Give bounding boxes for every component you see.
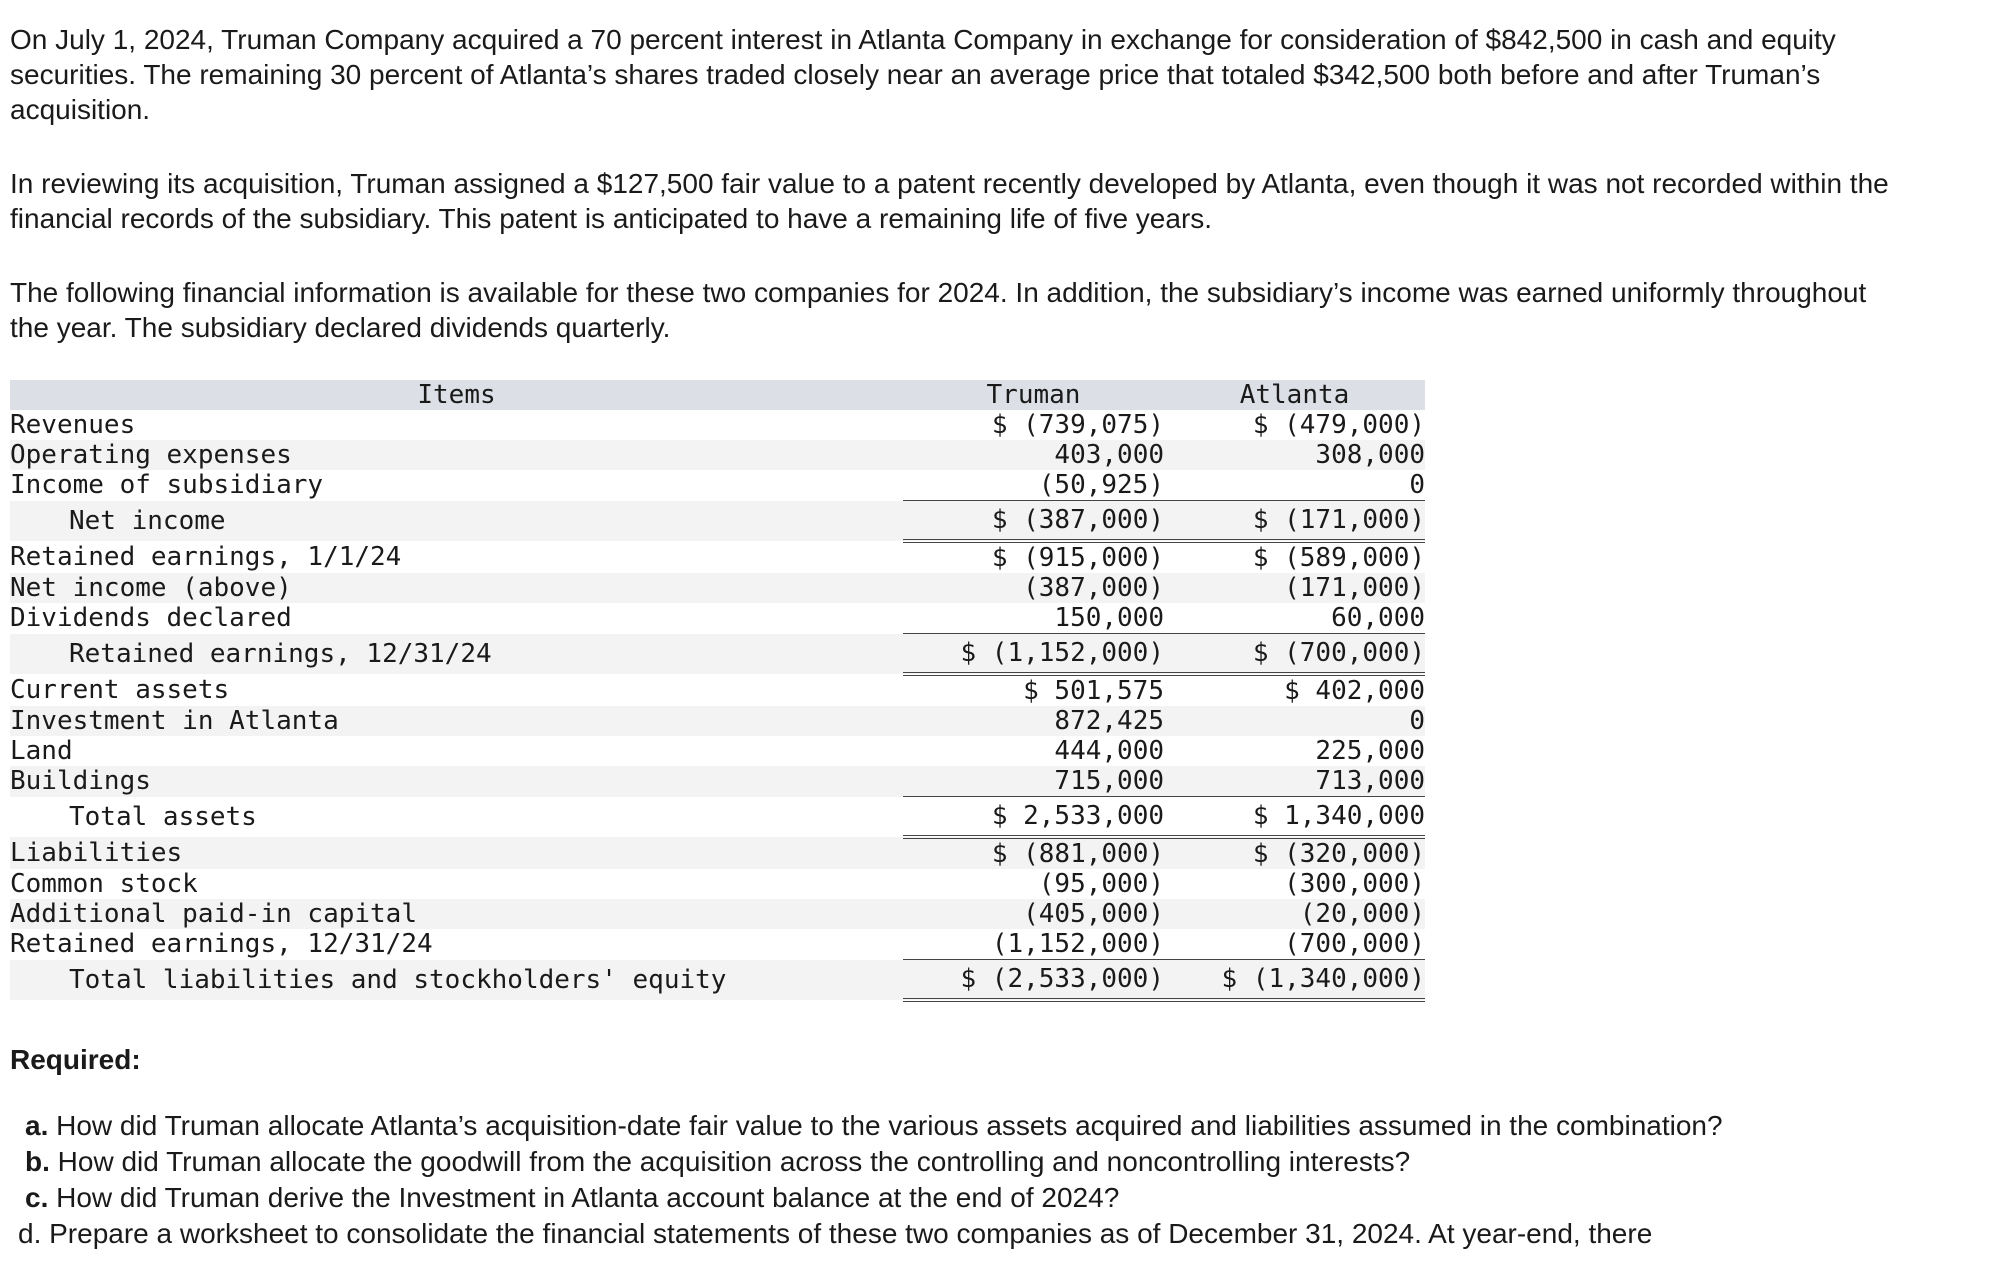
atlanta-value: $ (479,000) [1252,410,1425,440]
item-letter: b. [25,1146,50,1177]
truman-value: $ (915,000) [991,543,1164,573]
table-row [10,603,1425,634]
atlanta-value: 308,000 [1164,440,1425,470]
atlanta-value: (171,000) [1164,573,1425,603]
required-item-b [18,1144,1910,1180]
table-row [10,899,1425,929]
table-header-row [10,380,1425,410]
row-label: Net income (above) [10,573,903,603]
truman-value: $ (739,075) [991,410,1164,440]
row-label: Common stock [10,869,198,899]
atlanta-value: $ (1,340,000) [1164,960,1425,1001]
financial-table [10,380,1425,1002]
required-list [10,1108,1910,1216]
atlanta-value: (700,000) [1284,929,1425,959]
row-label: Total assets [69,801,257,832]
truman-value: 444,000 [1054,736,1164,766]
row-label: Additional paid-in capital [10,899,903,929]
truman-value: $ (2,533,000) [903,960,1164,1001]
item-letter: a. [25,1110,49,1141]
intro-paragraph: On July 1, 2024, Truman Company acquired a 70 percent interest in Atlanta Company in exchange for consideration of $842,500 in cash and equity securities. The remaining 30 percent of Atlanta’s shares traded closely near an average price that totaled $342,500 both before and after Truman’s acquisition. [10,24,1836,125]
table-row [10,440,1425,470]
atlanta-value: $ 402,000 [1284,676,1425,706]
patent-paragraph: In reviewing its acquisition, Truman assigned a $127,500 fair value to a patent recently developed by Atlanta, even though it was not recorded within the financial records of the subsidiary. This patent is anticipated to have a remaining life of five years. [10,168,1889,234]
row-label: Liabilities [10,837,903,869]
row-label: Dividends declared [10,603,292,634]
row-label: Current assets [10,675,230,705]
table-row [10,541,1425,573]
table-row-total [10,634,1425,675]
table-row-total [10,797,1425,838]
atlanta-value: 225,000 [1315,736,1425,766]
row-label: Operating expenses [10,440,903,470]
table-row-total [10,960,1425,1001]
atlanta-value: $ (320,000) [1164,837,1425,869]
truman-value: (1,152,000) [991,929,1164,959]
row-label: Land [10,736,73,766]
required-item-d-cutoff: d. Prepare a worksheet to consolidate the financial statements of these two companies as of December 31, 2024. At year-end, there [18,1218,1653,1249]
truman-value: 872,425 [903,706,1164,736]
item-text: How did Truman allocate the goodwill from the acquisition across the controlling and noncontrolling interests? [57,1146,1411,1177]
required-heading: Required: [10,1044,141,1075]
truman-value: $ (881,000) [903,837,1164,869]
table-row [10,837,1425,869]
header-items: Items [10,380,903,410]
row-label: Retained earnings, 12/31/24 [10,634,903,675]
truman-value: 715,000 [903,766,1164,797]
atlanta-value: 60,000 [1331,603,1425,633]
row-label: Retained earnings, 1/1/24 [10,542,402,572]
table-row [10,410,1425,440]
required-item-c [18,1180,1910,1216]
truman-value: 403,000 [903,440,1164,470]
truman-value: (405,000) [903,899,1164,929]
atlanta-value: (20,000) [1164,899,1425,929]
table-row [10,470,1425,501]
financial-info-paragraph: The following financial information is available for these two companies for 2024. In addition, the subsidiary’s income was earned uniformly throughout the year. The subsidiary declared dividends quarterly. [10,277,1867,343]
truman-value: $ 2,533,000 [903,797,1164,838]
item-text: How did Truman derive the Investment in Atlanta account balance at the end of 2024? [56,1182,1120,1213]
required-item-a [18,1108,1910,1144]
truman-value: (95,000) [1038,869,1164,899]
atlanta-value: $ (700,000) [1164,634,1425,675]
header-truman: Truman [903,380,1164,410]
atlanta-value: 713,000 [1164,766,1425,797]
table-row [10,573,1425,603]
truman-value: $ 501,575 [1023,676,1164,706]
atlanta-value: $ 1,340,000 [1164,797,1425,838]
table-row [10,674,1425,706]
truman-value: 150,000 [1054,603,1164,633]
table-row [10,736,1425,766]
table-row [10,869,1425,899]
atlanta-value: 0 [1164,706,1425,736]
truman-value: (50,925) [1038,470,1164,500]
atlanta-value: $ (589,000) [1252,543,1425,573]
row-label: Income of subsidiary [10,470,324,501]
atlanta-value: $ (171,000) [1164,501,1425,542]
truman-value: (387,000) [903,573,1164,603]
table-row-total [10,501,1425,542]
item-letter: c. [25,1182,49,1213]
atlanta-value: (300,000) [1284,869,1425,899]
truman-value: $ (387,000) [903,501,1164,542]
truman-value: $ (1,152,000) [903,634,1164,675]
table-row [10,766,1425,797]
row-label: Revenues [10,410,136,440]
row-label: Retained earnings, 12/31/24 [10,929,433,960]
row-label: Buildings [10,766,903,797]
row-label: Total liabilities and stockholders' equity [10,960,903,1001]
row-label: Net income [10,501,903,542]
table-row [10,929,1425,960]
table-row [10,706,1425,736]
item-text: How did Truman allocate Atlanta’s acquisition-date fair value to the various assets acquired and liabilities assumed in the combination? [56,1110,1723,1141]
header-atlanta: Atlanta [1164,380,1425,410]
row-label: Investment in Atlanta [10,706,903,736]
atlanta-value: 0 [1409,470,1425,500]
